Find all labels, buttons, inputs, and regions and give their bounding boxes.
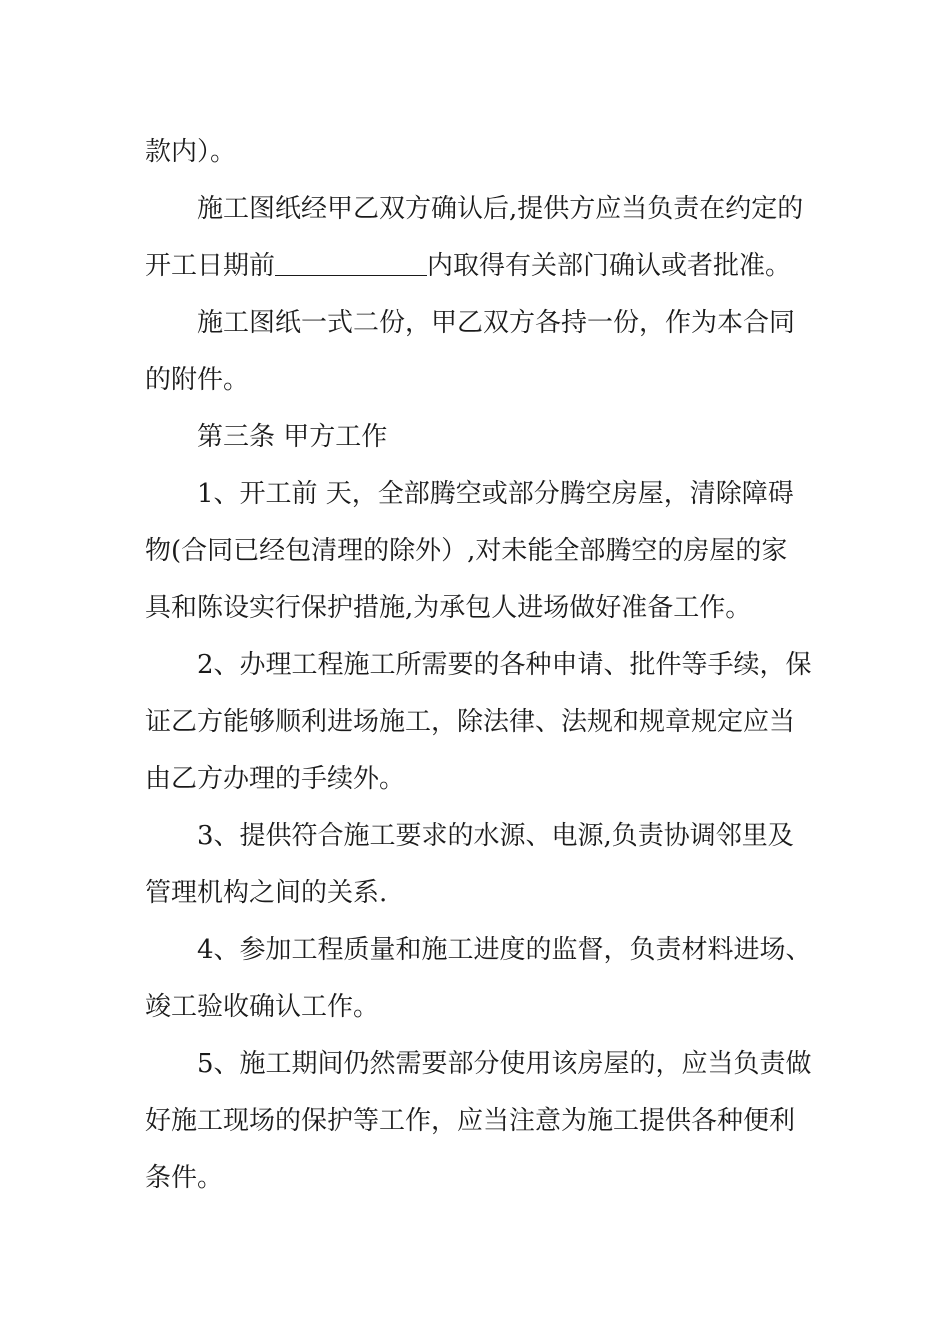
text-line: 物(合同已经包清理的除外）,对未能全部腾空的房屋的家 xyxy=(145,536,788,566)
text-line: 施工图纸经甲乙双方确认后,提供方应当负责在约定的 xyxy=(197,194,804,224)
text-line: 5、施工期间仍然需要部分使用该房屋的，应当负责做 xyxy=(197,1049,812,1079)
text-line xyxy=(145,246,825,286)
text-line: 管理机构之间的关系. xyxy=(145,878,388,908)
text-line: 竣工验收确认工作。 xyxy=(145,992,380,1022)
text-line: 4、参加工程质量和施工进度的监督，负责材料进场、 xyxy=(197,935,812,965)
text-segment: 开工日期前 xyxy=(145,251,276,281)
text-line: 具和陈设实行保护措施,为承包人进场做好准备工作。 xyxy=(145,593,752,623)
text-line: 1、开工前 天，全部腾空或部分腾空房屋，清除障碍 xyxy=(197,479,794,509)
text-segment: 内取得有关部门确认或者批准。 xyxy=(427,251,792,281)
text-line: 的附件。 xyxy=(145,365,250,395)
section-heading: 第三条 甲方工作 xyxy=(197,422,388,452)
text-line: 3、提供符合施工要求的水源、电源,负责协调邻里及 xyxy=(197,821,794,851)
text-line: 条件。 xyxy=(145,1163,224,1193)
text-line: 施工图纸一式二份，甲乙双方各持一份，作为本合同 xyxy=(197,308,796,338)
text-line: 由乙方办理的手续外。 xyxy=(145,764,406,794)
fill-in-blank xyxy=(275,247,427,276)
text-line: 好施工现场的保护等工作，应当注意为施工提供各种便利 xyxy=(145,1106,796,1136)
text-line: 证乙方能够顺利进场施工，除法律、法规和规章规定应当 xyxy=(145,707,796,737)
text-line: 2、办理工程施工所需要的各种申请、批件等手续，保 xyxy=(197,650,812,680)
text-line: 款内）。 xyxy=(145,137,237,167)
